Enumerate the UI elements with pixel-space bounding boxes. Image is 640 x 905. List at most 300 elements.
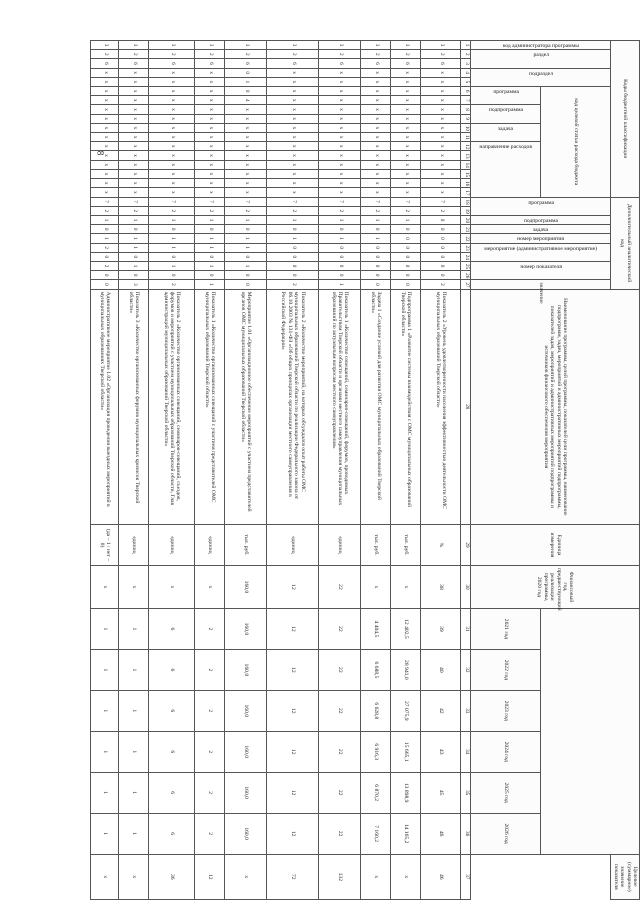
code-cell: х (391, 151, 421, 160)
code-cell: 6 (361, 59, 391, 68)
header-subprogram: подпрограмма (471, 215, 611, 224)
table-row (421, 41, 461, 900)
column-number: 31 (461, 608, 471, 649)
row-year-value: 160,0 (225, 608, 267, 649)
code-cell: 1 (91, 234, 119, 243)
code-cell: 1 (361, 234, 391, 243)
row-year-value: 22 (319, 813, 361, 854)
code-cell: х (91, 96, 119, 105)
header-year-2: 2022 год (471, 649, 541, 690)
code-cell: х (361, 77, 391, 86)
code-cell: х (391, 169, 421, 178)
row-unit: (да – 1 / нет – 0) (91, 525, 119, 566)
row-year-value: 13 898,9 (391, 772, 421, 813)
code-cell: х (119, 142, 149, 151)
code-cell: х (319, 160, 361, 169)
row-base-value: 22 (319, 565, 361, 608)
row-year-value: 12 402,5 (391, 608, 421, 649)
code-cell: 0 (361, 225, 391, 234)
header-year-4: 2024 год (471, 731, 541, 772)
code-cell: 0 (391, 271, 421, 280)
code-cell: 6 (421, 59, 461, 68)
column-number: 12 (461, 142, 471, 151)
header-year-5: 2025 год (471, 772, 541, 813)
row-unit: единиц (119, 525, 149, 566)
rotated-page (100, 40, 640, 900)
code-cell: 7 (149, 197, 195, 206)
code-cell: 2 (361, 50, 391, 59)
row-target-value: х (119, 854, 149, 899)
code-cell: 6 (91, 59, 119, 68)
code-cell: 1 (119, 243, 149, 252)
code-cell: х (149, 169, 195, 178)
code-cell: х (195, 151, 225, 160)
code-cell: 0 (391, 261, 421, 270)
code-cell: х (195, 123, 225, 132)
code-cell: 0 (91, 271, 119, 280)
column-number: 23 (461, 243, 471, 252)
code-cell: х (361, 123, 391, 132)
code-cell: 0 (91, 225, 119, 234)
column-number: 25 (461, 261, 471, 270)
row-name: Показатель 2 «Количество организованных совещаний, семинаров-совещаний, съездов, форумов и мероприятий с участием муниципальных образований Тверской области, Глав администраций муниципальных образований Тверской области» (149, 289, 195, 524)
code-cell: х (119, 87, 149, 96)
code-cell: х (149, 133, 195, 142)
code-cell: х (267, 160, 319, 169)
code-cell: 6 (225, 59, 267, 68)
code-cell: 2 (91, 261, 119, 270)
code-cell: х (119, 169, 149, 178)
code-cell: 2 (149, 280, 195, 289)
row-year-value: 160,0 (225, 731, 267, 772)
code-cell: х (119, 151, 149, 160)
code-cell: 2 (119, 206, 149, 215)
code-cell: 1 (91, 215, 119, 224)
code-cell: 2 (225, 50, 267, 59)
code-cell: 0 (319, 271, 361, 280)
code-cell: х (391, 123, 421, 132)
code-cell: х (119, 114, 149, 123)
code-cell: 1 (267, 215, 319, 224)
row-year-value: 1 (91, 731, 119, 772)
code-cell: 1 (225, 243, 267, 252)
code-cell: х (391, 133, 421, 142)
code-cell: 3 (149, 41, 195, 50)
code-cell: 2 (149, 206, 195, 215)
code-cell: 0 (225, 68, 267, 77)
code-cell: 2 (267, 280, 319, 289)
row-year-value: 22 (319, 731, 361, 772)
column-number: 10 (461, 123, 471, 132)
column-number: 24 (461, 252, 471, 261)
row-year-value: 12 (267, 649, 319, 690)
row-year-value: 42 (421, 690, 461, 731)
header-event-type: мероприятие (административное мероприятие) (471, 243, 611, 261)
row-year-value: 12 (267, 608, 319, 649)
code-cell: х (91, 188, 119, 197)
code-cell: 0 (361, 261, 391, 270)
code-cell: 0 (361, 271, 391, 280)
code-cell: 3 (195, 41, 225, 50)
code-cell: х (421, 96, 461, 105)
code-cell: 0 (421, 215, 461, 224)
code-cell: 7 (225, 197, 267, 206)
code-cell: 0 (391, 252, 421, 261)
header-target-article: код целевой статьи расхода бюджета (541, 87, 611, 197)
column-number: 15 (461, 169, 471, 178)
code-cell: 7 (195, 197, 225, 206)
code-cell: 0 (225, 87, 267, 96)
code-cell: х (225, 123, 267, 132)
code-cell: х (119, 179, 149, 188)
code-cell: 7 (319, 197, 361, 206)
code-cell: х (149, 105, 195, 114)
code-cell: х (361, 68, 391, 77)
header-names: Наименование программы, целей программы, показателей цели программы, наименование подпрограмм, задач, мероприятий и административных мероприятий подпрограммы, показателей задач, мероприятий и административных мероприятий подпрограммы и источников финансового обеспечения мероприятия (471, 289, 640, 524)
code-cell: х (391, 77, 421, 86)
row-year-value: 1 (91, 649, 119, 690)
code-cell: х (319, 142, 361, 151)
row-target-value: 72 (267, 854, 319, 899)
code-cell: 2 (421, 280, 461, 289)
code-cell: х (361, 96, 391, 105)
row-name: Показатель 2 «Уровень удовлетворенности населения эффективностью деятельности ОМС муниципальных образований Тверской области» (421, 289, 461, 524)
code-cell: 1 (119, 215, 149, 224)
code-cell: 6 (319, 59, 361, 68)
code-cell: 7 (267, 197, 319, 206)
code-cell: х (149, 114, 195, 123)
row-year-value: 2 (195, 813, 225, 854)
code-cell: 1 (225, 77, 267, 86)
table-row (361, 41, 391, 900)
code-cell: 2 (225, 206, 267, 215)
code-cell: 1 (119, 261, 149, 270)
table-row (91, 41, 119, 900)
code-cell: 6 (195, 59, 225, 68)
row-unit: тыс. руб. (391, 525, 421, 566)
code-cell: х (361, 169, 391, 178)
code-cell: х (195, 105, 225, 114)
code-cell: 3 (267, 41, 319, 50)
row-year-value: 40 (421, 649, 461, 690)
code-cell: 1 (195, 243, 225, 252)
code-cell: х (195, 133, 225, 142)
row-year-value: 22 (319, 690, 361, 731)
row-unit: тыс. руб. (361, 525, 391, 566)
code-cell: 0 (391, 243, 421, 252)
code-cell: 0 (195, 252, 225, 261)
code-cell: х (119, 68, 149, 77)
code-cell: 7 (119, 197, 149, 206)
code-cell: х (391, 160, 421, 169)
row-name: Показатель 1 «Количество организованных совещаний с участием представителей ОМС муниципальных образований Тверской области» (195, 289, 225, 524)
code-cell: х (225, 169, 267, 178)
row-year-value: 1 (119, 813, 149, 854)
row-year-value: 1 (119, 690, 149, 731)
code-cell: х (225, 105, 267, 114)
code-cell: 0 (91, 280, 119, 289)
header-indicator: номер показателя (471, 261, 611, 279)
code-cell: х (421, 179, 461, 188)
code-cell: х (149, 123, 195, 132)
code-cell: 1 (149, 243, 195, 252)
code-cell: х (421, 105, 461, 114)
column-number-row (461, 41, 471, 900)
column-number: 5 (461, 77, 471, 86)
row-year-value: 2 (195, 772, 225, 813)
row-year-value: 14 165,2 (391, 813, 421, 854)
code-cell: х (361, 160, 391, 169)
code-cell: х (119, 160, 149, 169)
row-year-value: 6 028,8 (361, 690, 391, 731)
row-base-value: х (391, 565, 421, 608)
row-year-value: 1 (91, 608, 119, 649)
code-cell: х (195, 160, 225, 169)
code-cell: 2 (421, 206, 461, 215)
row-year-value: 1 (119, 608, 149, 649)
code-cell: х (195, 142, 225, 151)
code-cell: х (225, 142, 267, 151)
row-year-value: 1 (91, 772, 119, 813)
code-cell: 0 (267, 271, 319, 280)
page-number: 8 (95, 150, 106, 156)
row-year-value: 6 688,5 (361, 649, 391, 690)
table-row (225, 41, 267, 900)
code-cell: х (391, 188, 421, 197)
code-cell: 0 (361, 280, 391, 289)
program-table (90, 40, 640, 900)
row-unit: тыс. руб. (225, 525, 267, 566)
header-direction: направление расходов (471, 142, 541, 197)
row-name: Показатель 2 «Количество мероприятий, на которых обсуждался опыт работы ОМС муниципальных образований Тверской области по реализации Федерального закона от 06.10.2003 № 131-ФЗ «Об общих принципах организации местного самоуправления в Российской Федерации» (267, 289, 319, 524)
column-number: 11 (461, 133, 471, 142)
column-number: 27 (461, 280, 471, 289)
code-cell: 1 (195, 261, 225, 270)
row-name: Мероприятие 1.01 «Организационное обеспечение мероприятий с участием представителей органов ОМС муниципальных образований Тверской области» (225, 289, 267, 524)
header-subprogram-code: подпрограмма (471, 105, 541, 123)
row-target-value: х (391, 854, 421, 899)
code-cell: х (267, 179, 319, 188)
code-cell: 6 (149, 59, 195, 68)
row-year-value: 1 (91, 813, 119, 854)
code-cell: 0 (421, 252, 461, 261)
code-cell: х (391, 114, 421, 123)
code-cell: х (421, 133, 461, 142)
row-year-value: 6 916,3 (361, 731, 391, 772)
row-year-value: 7 160,2 (361, 813, 391, 854)
code-cell: 0 (421, 234, 461, 243)
row-target-value: 36 (149, 854, 195, 899)
code-cell: 0 (267, 225, 319, 234)
code-cell: 0 (421, 271, 461, 280)
code-cell: х (149, 151, 195, 160)
code-cell: х (225, 114, 267, 123)
code-cell: 1 (361, 215, 391, 224)
header-admin-code: код администратора программы (471, 41, 611, 50)
row-base-value: х (361, 565, 391, 608)
code-cell: х (319, 96, 361, 105)
code-cell: 0 (119, 225, 149, 234)
row-year-value: 160,0 (225, 690, 267, 731)
row-name: Показатель 1 «Количество совещаний, семинаров-совещаний, форумов, проводимых Правительством Тверской области и органами местного самоуправления муниципальных образований по актуальным вопросам местного самоуправления» (319, 289, 361, 524)
column-number: 6 (461, 87, 471, 96)
code-cell: х (195, 68, 225, 77)
code-cell: 0 (119, 271, 149, 280)
code-cell: х (195, 114, 225, 123)
code-cell: х (361, 87, 391, 96)
code-cell: 6 (119, 59, 149, 68)
code-cell: х (91, 77, 119, 86)
code-cell: 0 (267, 252, 319, 261)
row-year-value: 1 (91, 690, 119, 731)
code-cell: х (319, 114, 361, 123)
row-year-value: 1 (119, 649, 149, 690)
code-cell: х (421, 142, 461, 151)
code-cell: х (391, 179, 421, 188)
row-year-value: 4 404,5 (361, 608, 391, 649)
code-cell: х (91, 179, 119, 188)
table-row (119, 41, 149, 900)
code-cell: х (391, 105, 421, 114)
column-number: 18 (461, 197, 471, 206)
column-number: 36 (461, 813, 471, 854)
column-number: 13 (461, 151, 471, 160)
row-year-value: 2 (195, 608, 225, 649)
column-number: 26 (461, 271, 471, 280)
code-cell: 0 (225, 225, 267, 234)
code-cell: х (119, 133, 149, 142)
code-cell: х (267, 68, 319, 77)
code-cell: х (225, 179, 267, 188)
code-cell: х (319, 169, 361, 178)
row-year-value: 39 (421, 608, 461, 649)
code-cell: 3 (119, 280, 149, 289)
row-base-value: х (119, 565, 149, 608)
code-cell: 1 (319, 234, 361, 243)
code-cell: х (195, 179, 225, 188)
code-cell: х (319, 68, 361, 77)
code-cell: х (421, 77, 461, 86)
code-cell: х (195, 87, 225, 96)
code-cell: х (319, 151, 361, 160)
code-cell: х (119, 123, 149, 132)
code-cell: 1 (119, 234, 149, 243)
code-cell: х (225, 188, 267, 197)
table-row (149, 41, 195, 900)
header-additional-code: Дополнительный аналитический код (611, 197, 640, 289)
code-cell: 3 (361, 41, 391, 50)
code-cell: 7 (391, 197, 421, 206)
table-row (267, 41, 319, 900)
row-name: Подпрограмма 1 «Развитие системы взаимодействия с ОМС муниципальных образований Тверской области» (391, 289, 421, 524)
row-year-value: 22 (319, 649, 361, 690)
row-unit: единиц (319, 525, 361, 566)
column-number: 1 (461, 41, 471, 50)
row-year-value: 12 (267, 731, 319, 772)
table-row (391, 41, 421, 900)
header-year-6: 2026 год (471, 813, 541, 854)
header-unit: Единица измерения (471, 525, 640, 566)
code-cell: 0 (267, 243, 319, 252)
code-cell: 1 (195, 215, 225, 224)
row-year-value: 160,0 (225, 649, 267, 690)
code-cell: 0 (361, 243, 391, 252)
row-year-value: 15 665,1 (391, 731, 421, 772)
code-cell: х (119, 188, 149, 197)
code-cell: х (421, 123, 461, 132)
code-cell: х (225, 133, 267, 142)
header-value: значение (471, 280, 611, 289)
code-cell: 0 (225, 271, 267, 280)
header-event-number: номер мероприятия (471, 234, 611, 243)
row-year-value: 2 (195, 649, 225, 690)
code-cell: 0 (195, 271, 225, 280)
row-year-value: 6 (149, 608, 195, 649)
code-cell: 1 (225, 234, 267, 243)
code-cell: х (267, 123, 319, 132)
code-cell: 2 (267, 206, 319, 215)
header-fin-year: Финансовый год, предшествующий реализации программы, 2020 год (471, 565, 640, 608)
code-cell: х (267, 188, 319, 197)
row-year-value: 22 (319, 608, 361, 649)
code-cell: 2 (195, 50, 225, 59)
code-cell: 0 (91, 252, 119, 261)
code-cell: 7 (421, 197, 461, 206)
code-cell: х (319, 87, 361, 96)
row-base-value: х (195, 565, 225, 608)
row-target-value: 12 (195, 854, 225, 899)
header-section: раздел (471, 50, 611, 68)
column-number: 37 (461, 854, 471, 899)
code-cell: 1 (149, 215, 195, 224)
column-number: 20 (461, 215, 471, 224)
column-number: 7 (461, 96, 471, 105)
code-cell: х (267, 133, 319, 142)
code-cell: 3 (421, 41, 461, 50)
header-program: программа (471, 197, 611, 215)
code-cell: 7 (91, 197, 119, 206)
code-cell: 3 (225, 41, 267, 50)
row-year-value: 6 (149, 649, 195, 690)
column-number: 16 (461, 179, 471, 188)
code-cell: 3 (119, 41, 149, 50)
row-year-value: 160,0 (225, 813, 267, 854)
code-cell: х (267, 169, 319, 178)
code-cell: х (319, 179, 361, 188)
column-number: 14 (461, 160, 471, 169)
column-number: 21 (461, 225, 471, 234)
code-cell: х (361, 188, 391, 197)
header-year-1: 2021 год (471, 608, 541, 649)
column-number: 35 (461, 772, 471, 813)
code-cell: 2 (391, 50, 421, 59)
row-unit: единиц (195, 525, 225, 566)
row-unit: единиц (267, 525, 319, 566)
code-cell: 0 (319, 261, 361, 270)
code-cell: 0 (225, 252, 267, 261)
code-cell: 0 (421, 225, 461, 234)
column-number: 28 (461, 289, 471, 524)
code-cell: х (149, 160, 195, 169)
code-cell: х (319, 133, 361, 142)
code-cell: х (421, 188, 461, 197)
code-cell: х (319, 123, 361, 132)
column-number: 19 (461, 206, 471, 215)
code-cell: х (319, 77, 361, 86)
row-year-value: 6 (149, 772, 195, 813)
row-year-value: 160,0 (225, 772, 267, 813)
header-task: задача (471, 225, 611, 234)
